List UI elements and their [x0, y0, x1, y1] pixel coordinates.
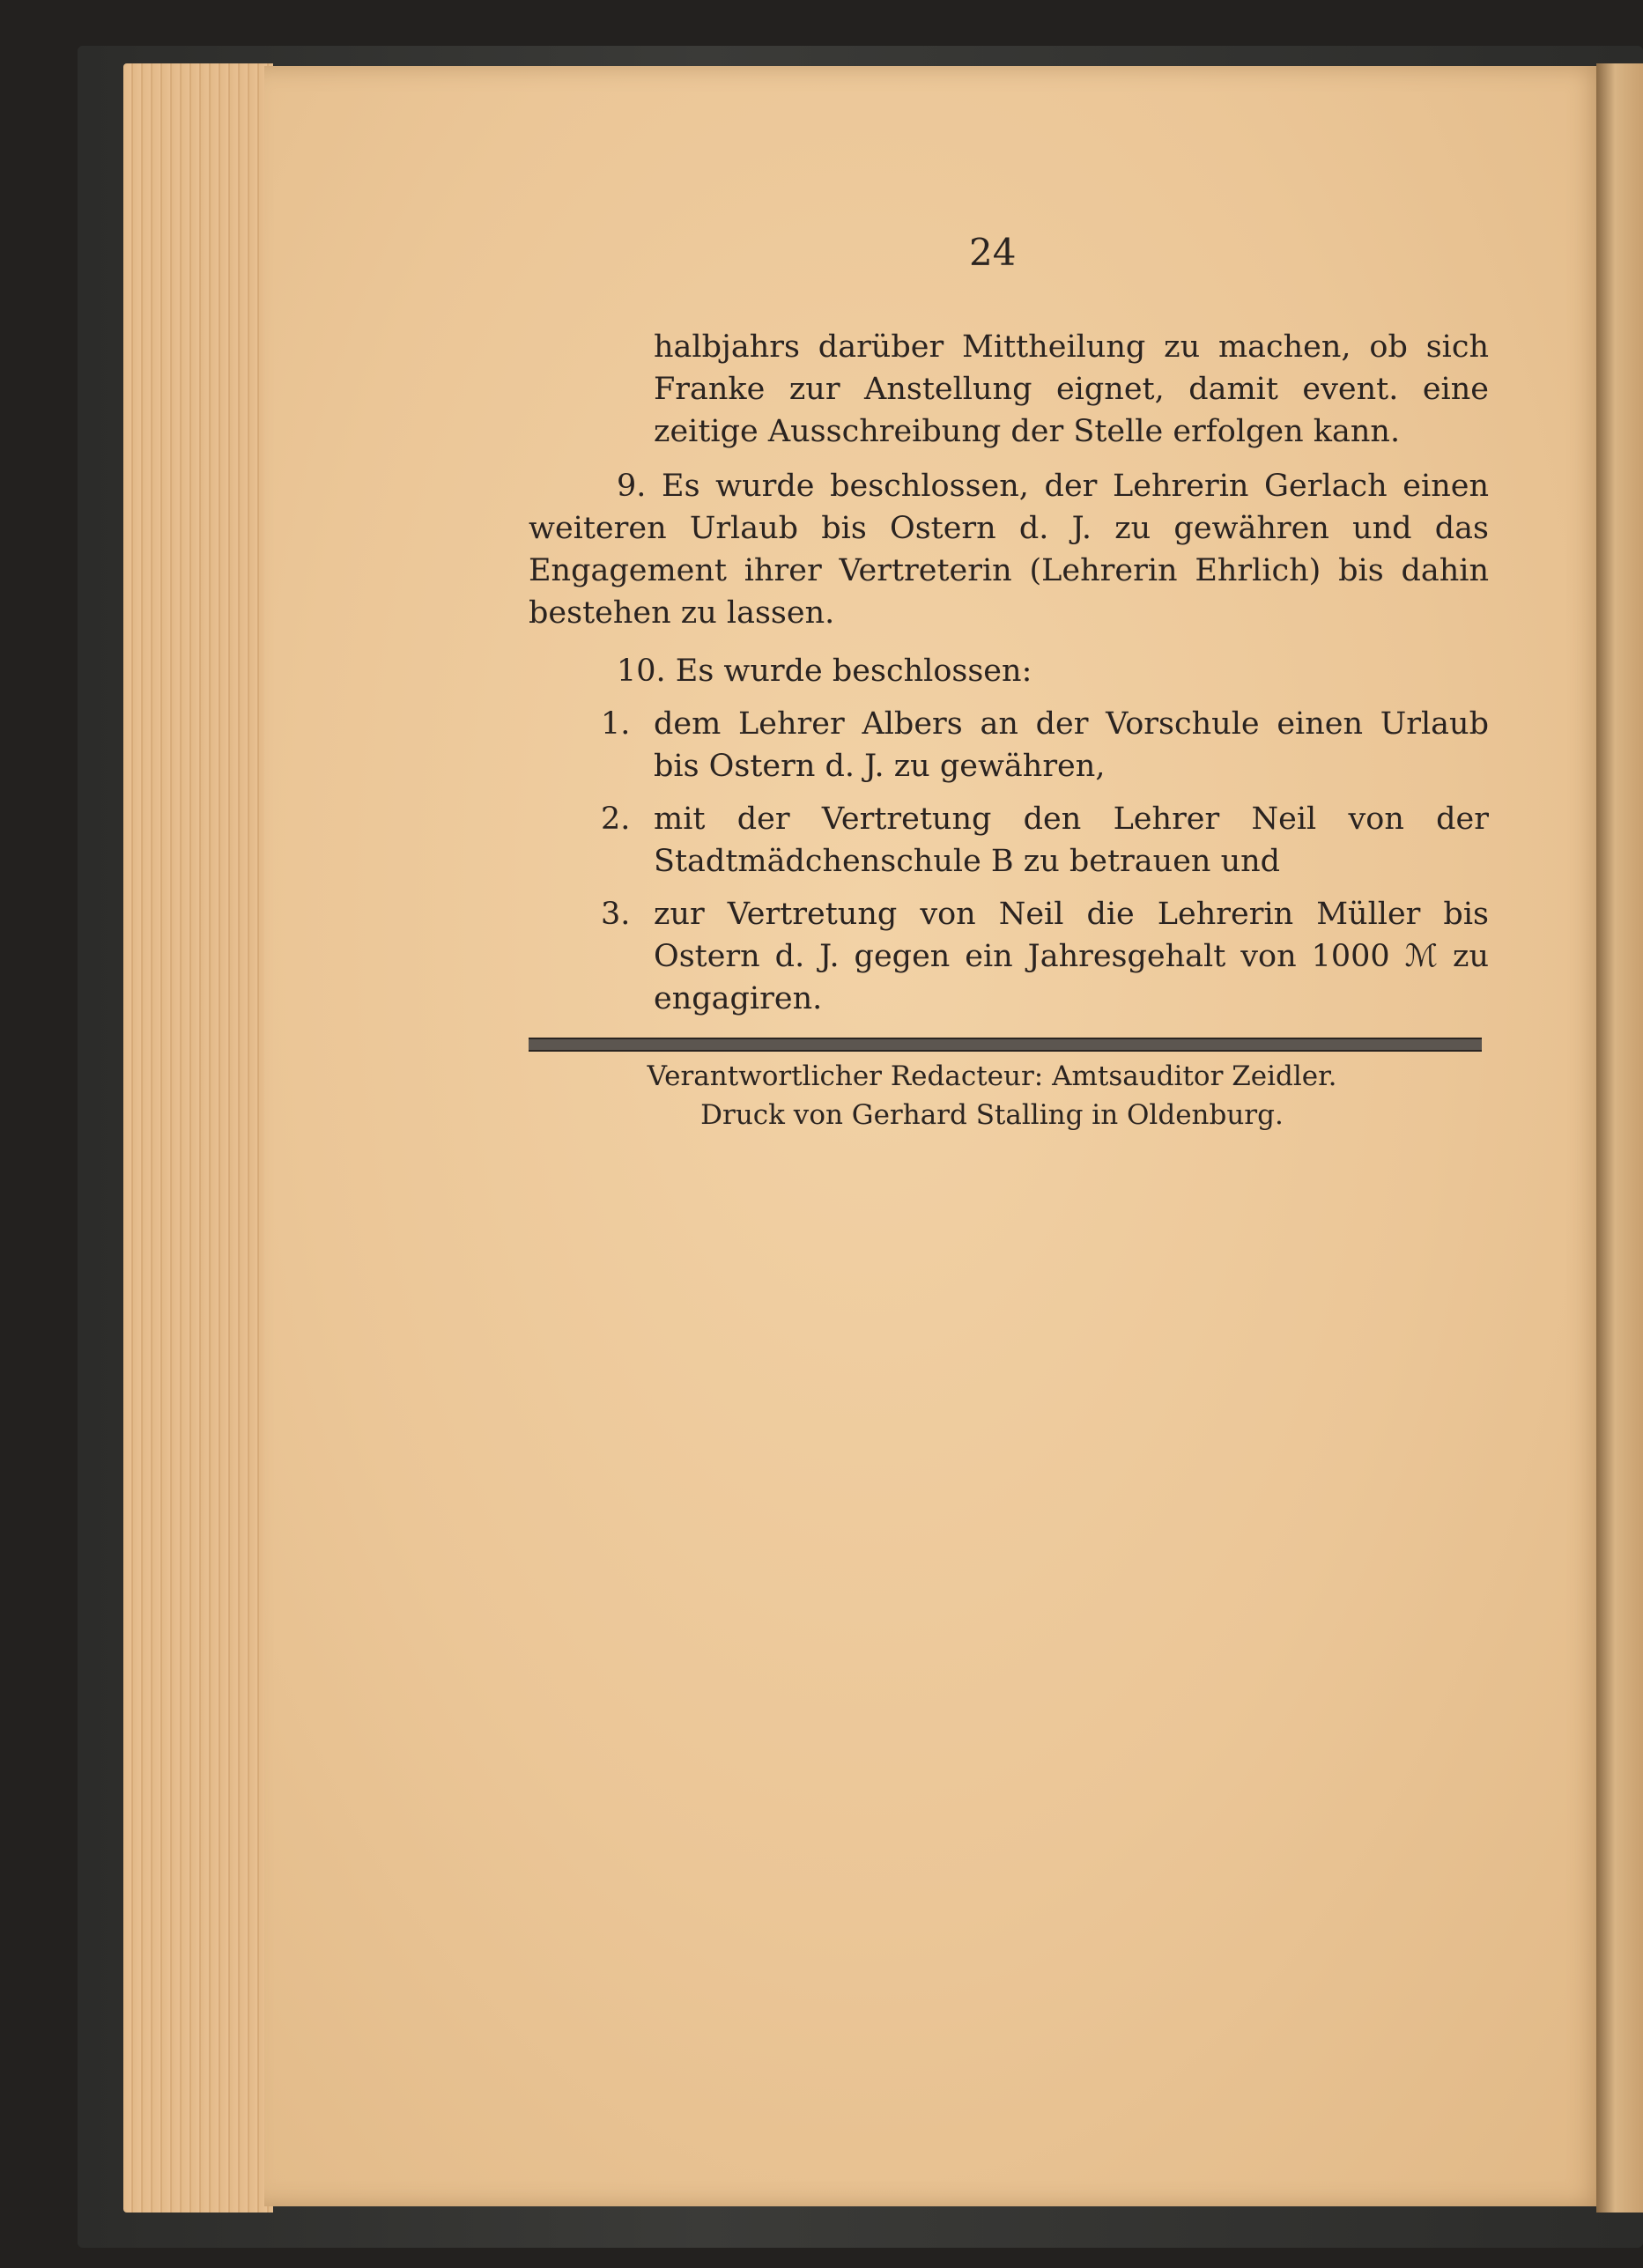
- imprint: [529, 1057, 1482, 1134]
- page-number: 24: [969, 231, 1017, 274]
- sub-item-number: 2.: [601, 802, 631, 837]
- imprint-editor: Verantwortlicher Redacteur: Amtsauditor Zeidler.: [647, 1060, 1337, 1092]
- sub-item-text: mit der Vertretung den Lehrer Neil von der Stadtmädchenschule B zu betrauen und: [654, 802, 1489, 879]
- closing-rule: [529, 1038, 1482, 1052]
- sub-item: [601, 798, 1489, 883]
- intro-paragraph: halbjahrs darüber Mittheilung zu machen, ob sich Franke zur Anstellung eignet, damit event. eine zeitige Ausschreibung der Stelle erfolgen kann.: [654, 329, 1489, 449]
- imprint-printer: Druck von Gerhard Stalling in Oldenburg.: [700, 1099, 1284, 1131]
- sub-item: [601, 703, 1489, 787]
- item-9-paragraph: 9. Es wurde beschlossen, der Lehrerin Gerlach einen weiteren Urlaub bis Ostern d. J. zu gewähren und das Engagement ihrer Vertreterin (Lehrerin Ehrlich) bis dahin bestehen zu lassen.: [529, 469, 1489, 631]
- sub-item-text: dem Lehrer Albers an der Vorschule einen Urlaub bis Ostern d. J. zu gewähren,: [654, 706, 1489, 784]
- page-edges: [123, 63, 273, 2213]
- book-gutter: [1596, 63, 1643, 2213]
- sub-item-number: 3.: [601, 897, 631, 932]
- item-10-heading: 10. Es wurde beschlossen:: [617, 654, 1032, 689]
- sub-item-text: zur Vertretung von Neil die Lehrerin Müller bis Ostern d. J. gegen ein Jahresgehalt von 1000 ℳ zu engagiren.: [654, 897, 1489, 1016]
- sub-item-number: 1.: [601, 706, 631, 742]
- text-block: [529, 326, 1489, 1020]
- sub-item: [601, 893, 1489, 1020]
